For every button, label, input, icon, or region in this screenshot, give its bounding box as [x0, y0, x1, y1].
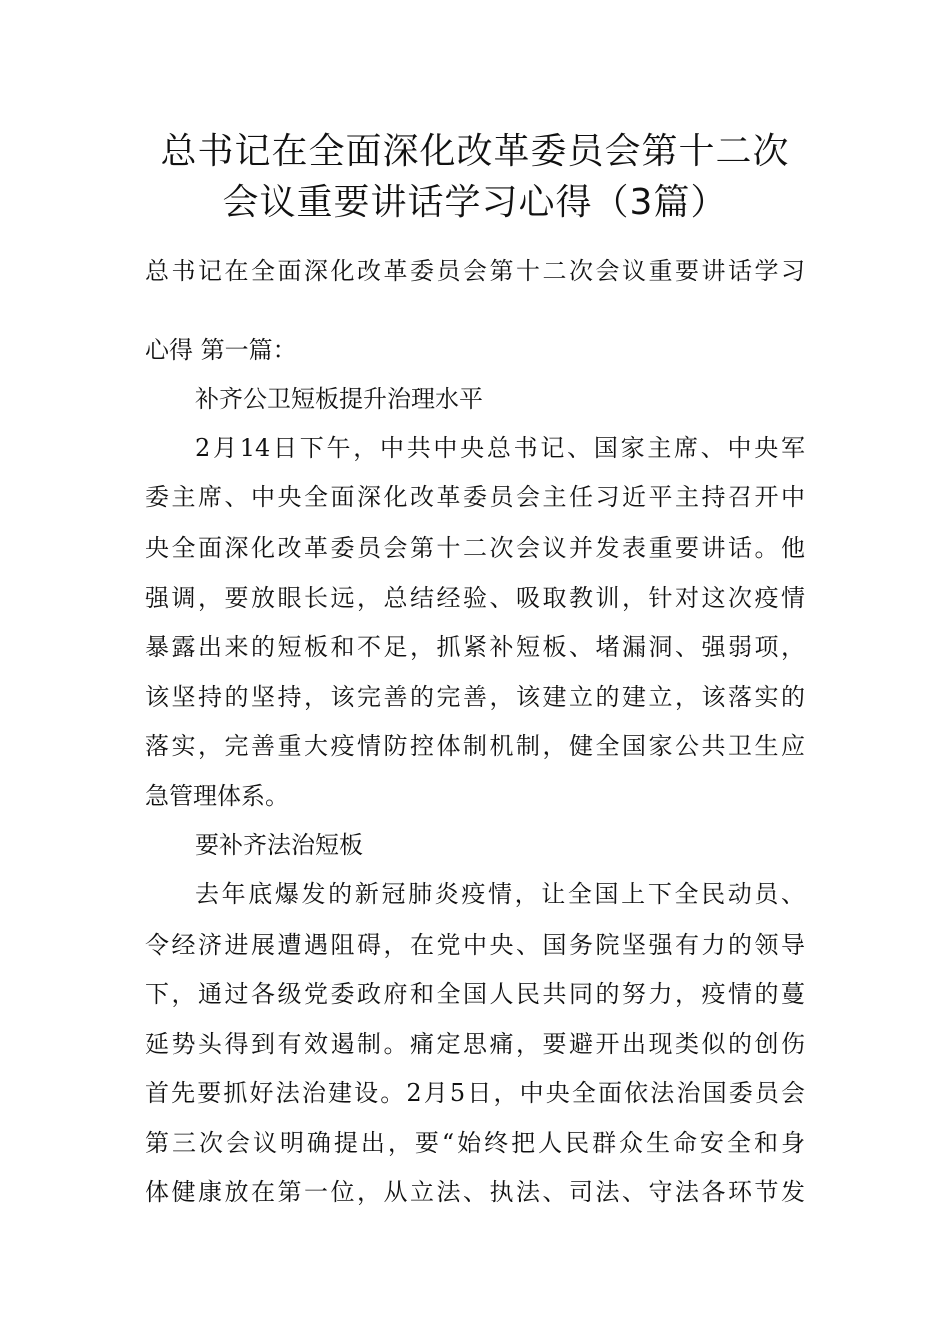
section-heading-2: 要补齐法治短板 — [195, 831, 363, 859]
section-heading-1: 补齐公卫短板提升治理水平 — [195, 385, 483, 413]
body-line-10: 急管理体系。 — [145, 782, 289, 810]
body-line-13: 下，通过各级党委政府和全国人民共同的努力，疫情的蔓 — [145, 980, 805, 1008]
body-line-8: 该坚持的坚持，该完善的完善，该建立的建立，该落实的 — [145, 683, 805, 711]
body-line-11: 去年底爆发的新冠肺炎疫情，让全国上下全民动员、 — [195, 880, 805, 908]
body-line-3: 2月14日下午，中共中央总书记、国家主席、中央军 — [195, 434, 805, 462]
body-line-16: 第三次会议明确提出，要“始终把人民群众生命安全和身 — [145, 1129, 805, 1157]
document-title-line-2: 会议重要讲话学习心得（3篇） — [222, 182, 728, 223]
body-line-17: 体健康放在第一位，从立法、执法、司法、守法各环节发 — [145, 1178, 805, 1206]
body-line-1: 总书记在全面深化改革委员会第十二次会议重要讲话学习 — [145, 257, 805, 285]
body-line-6: 强调，要放眼长远，总结经验、吸取教训，针对这次疫情 — [145, 584, 805, 612]
body-line-7: 暴露出来的短板和不足，抓紧补短板、堵漏洞、强弱项， — [145, 633, 805, 661]
body-line-2: 心得 第一篇： — [145, 336, 297, 364]
body-line-14: 延势头得到有效遏制。痛定思痛，要避开出现类似的创伤 — [145, 1030, 805, 1058]
body-line-12: 令经济进展遭遇阻碍，在党中央、国务院坚强有力的领导 — [145, 931, 805, 959]
document-title-line-1: 总书记在全面深化改革委员会第十二次 — [160, 131, 790, 172]
body-line-5: 央全面深化改革委员会第十二次会议并发表重要讲话。他 — [145, 534, 805, 562]
body-line-9: 落实，完善重大疫情防控体制机制，健全国家公共卫生应 — [145, 732, 805, 760]
body-line-4: 委主席、中央全面深化改革委员会主任习近平主持召开中 — [145, 483, 805, 511]
body-line-15: 首先要抓好法治建设。2月5日，中央全面依法治国委员会 — [145, 1079, 805, 1107]
